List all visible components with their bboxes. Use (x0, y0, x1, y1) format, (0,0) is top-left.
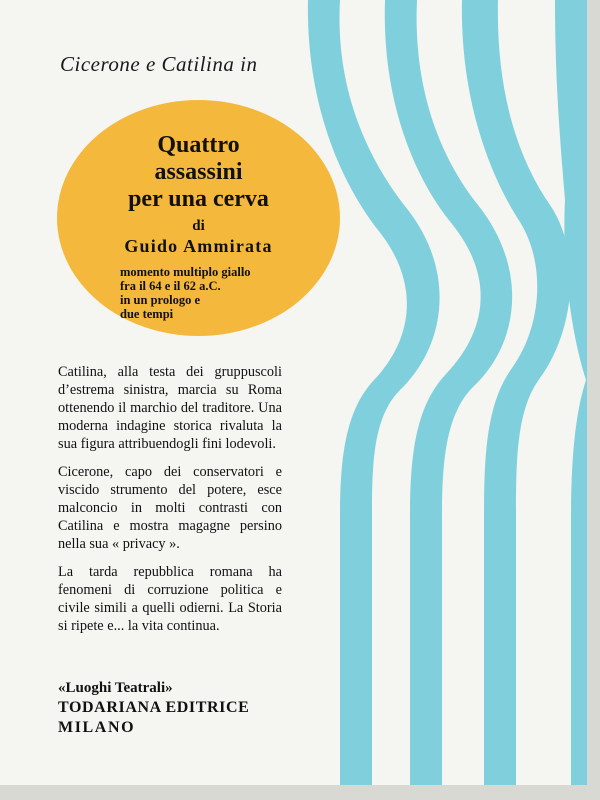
publisher-name: TODARIANA EDITRICE (58, 699, 250, 716)
author-name: Guido Ammirata (124, 236, 273, 256)
description-line-2: fra il 64 e il 62 a.C. (120, 279, 221, 293)
blurb-paragraph-2: Cicerone, capo dei conservatori e viscido strumento del potere, esce malconcio in molti contrasti con Catilina e mostra magagne persino nella sua « privacy ». (58, 464, 282, 552)
stripe-4 (555, 0, 587, 785)
blurb-text (58, 363, 282, 645)
description-line-3: in un prologo e (120, 293, 200, 307)
book-title (57, 132, 340, 213)
title-line-2: assassini (154, 159, 243, 185)
description-line-1: momento multiplo giallo (120, 265, 251, 279)
publisher-city: MILANO (58, 719, 136, 736)
series-name: «Luoghi Teatrali» (58, 680, 173, 696)
description-line-4: due tempi (120, 307, 174, 321)
cover-subtitle: Cicerone e Catilina in (60, 52, 258, 76)
blurb-paragraph-1: Catilina, alla testa dei gruppuscoli d’estrema sinistra, marcia su Roma ottenendo il marchio del traditore. Una moderna indagine storica rivaluta la sua figura attribuendogli fini lodevoli. (58, 364, 282, 452)
blurb-paragraph-3: La tarda repubblica romana ha fenomeni di corruzione politica e civile simili a quelli odierni. La Storia si ripete e... la vita continua. (58, 564, 282, 634)
genre-description (120, 265, 320, 321)
title-line-3: per una cerva (128, 186, 269, 212)
title-line-1: Quattro (157, 132, 240, 158)
stripe-3 (462, 0, 571, 785)
by-label: di (192, 218, 205, 234)
